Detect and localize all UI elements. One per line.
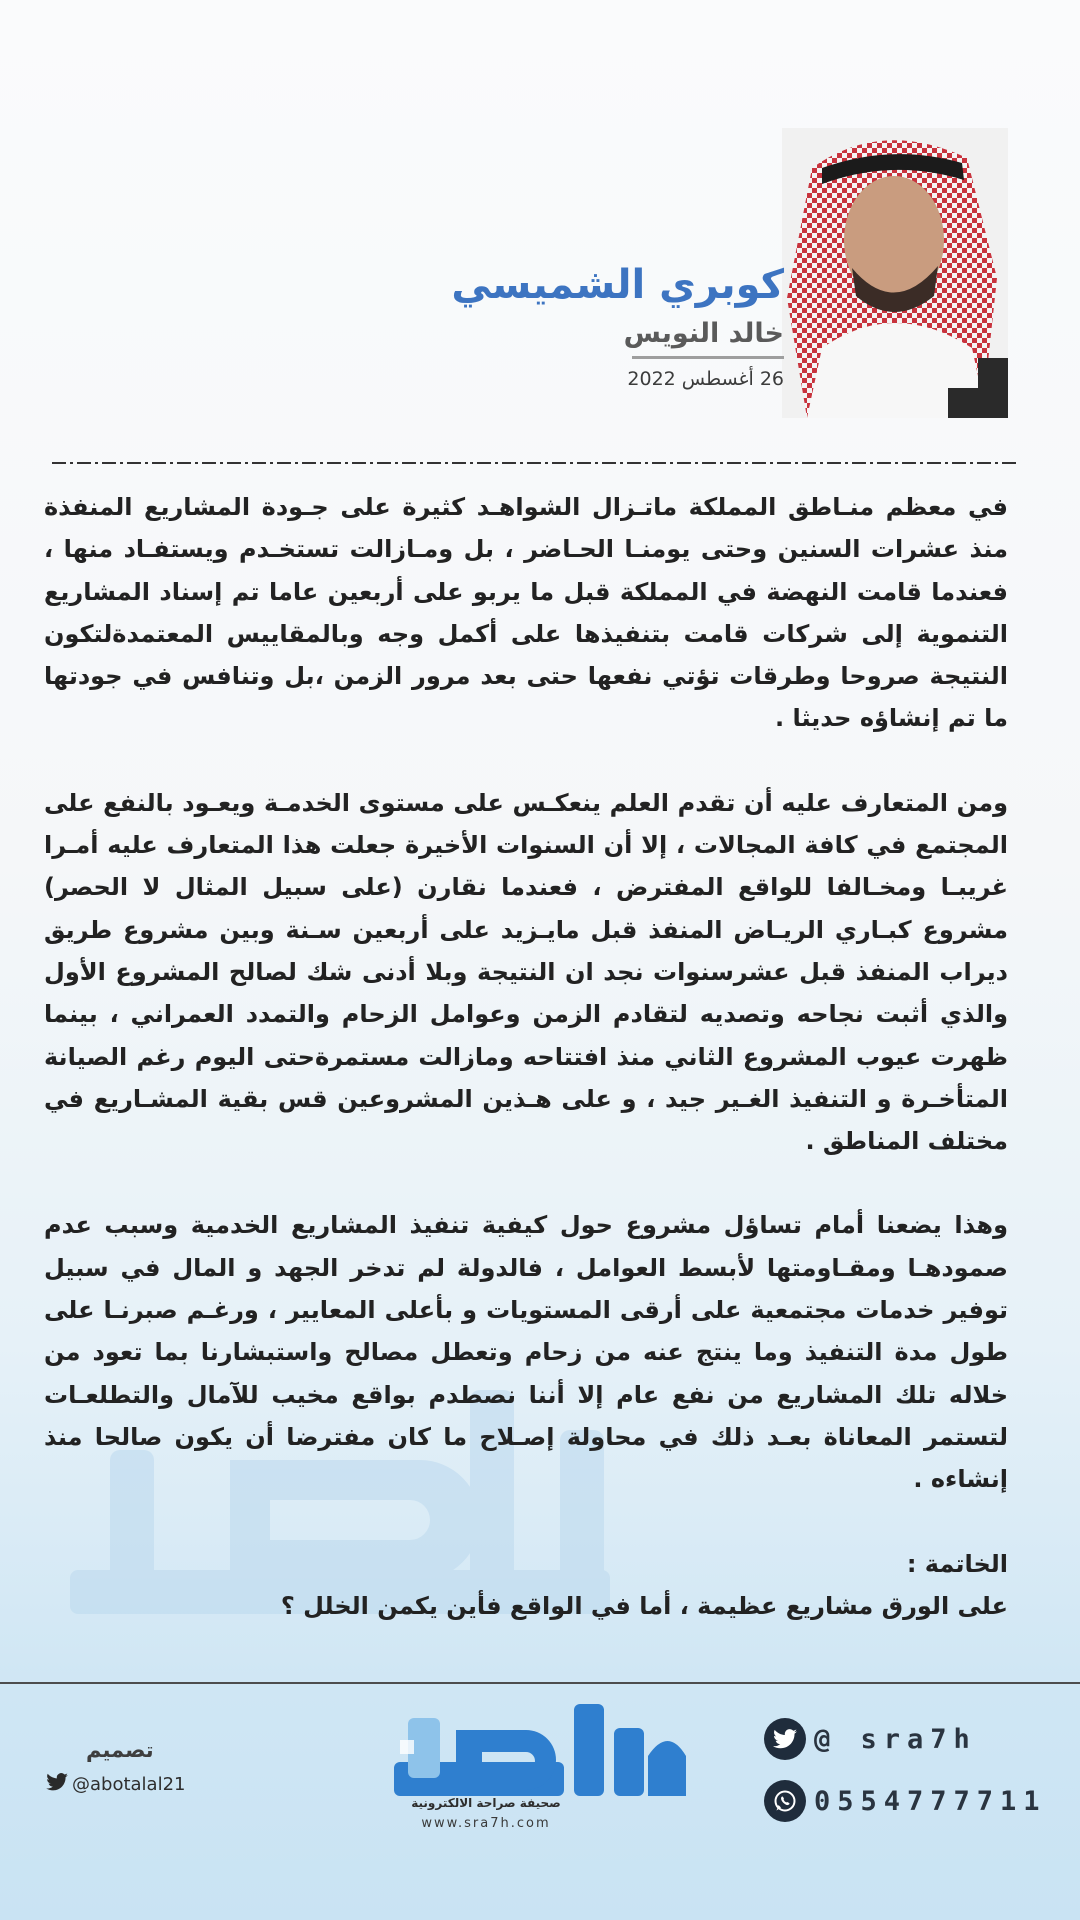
header-divider [52, 461, 1016, 465]
brand-tagline: صحيفة صراحة الالكترونية [411, 1796, 561, 1810]
conclusion-text: على الورق مشاريع عظيمة ، أما في الواقع فأين يكمن الخلل ؟ [280, 1591, 1008, 1620]
twitter-icon [764, 1718, 806, 1760]
article-paragraph: ومن المتعارف عليه أن تقدم العلم ينعكـس على مستوى الخدمـة ويعـود بالنفع على المجتمع في كافة المجالات ، إلا أن السنوات الأخيرة جعلت هذا المتعارف عليه أمـرا غريبـا ومخـالفا للواقع المفترض ، فعندما نقارن (على سبيل المثال لا الحصر) مشروع كبـاري الريـاض المنفذ قبل مايـزيد على أربعين سـنة وبين مشروع طريق ديراب المنفذ قبل عشرسنوات نجد ان النتيجة وبلا أدنى شك لصالح المشروع الأول والذي أثبت نجاحه وتصديه لتقادم الزمن وعوامل الزحام والتمدد العمراني ، بينما ظهرت عيوب المشروع الثاني منذ افتتاحه ومازالت مستمرةحتى اليوم رغم الصيانة المتأخـرة و التنفيذ الغـير جيد ، و على هـذين المشروعين قس بقية المشـاريع في مختلف المناطق . [44, 788, 1008, 1156]
twitter-icon [46, 1773, 68, 1796]
designer-handle-text: @abotalal21 [72, 1774, 186, 1795]
article-title: كوبري الشميسي [451, 262, 784, 308]
footer-divider [0, 1682, 1080, 1684]
article-body [44, 486, 1008, 1627]
brand-logo [386, 1700, 696, 1834]
whatsapp-icon [764, 1780, 806, 1822]
designer-twitter-link[interactable] [46, 1773, 186, 1796]
brand-url[interactable]: www.sra7h.com [421, 1816, 551, 1831]
design-credit-label: تصميم [86, 1738, 154, 1762]
twitter-contact[interactable] [764, 1718, 977, 1760]
author-portrait [782, 128, 1008, 418]
twitter-handle: @ sra7h [814, 1723, 977, 1755]
article-paragraph: في معظم منـاطق المملكة ماتـزال الشواهـد كثيرة على جـودة المشاريع المنفذة منذ عشرات السنين وحتى يومنـا الحـاضر ، بل ومـازالت تستخـدم ويستفـاد منها ، فعندما قامت النهضة في المملكة قبل ما يربو على أربعين عاما تم إسناد المشاريع التنموية إلى شركات قامت بتنفيذها على أكمل وجه وبالمقاييس المعتمدةلتكون النتيجة صروحا وطرقات تؤتي نفعها حتى بعد مرور الزمن ،بل وتنافس في جودتها ما تم إنشاؤه حديثا . [44, 493, 1008, 733]
corner-mark-icon [948, 358, 1008, 418]
conclusion-heading: الخاتمة : [906, 1549, 1008, 1578]
phone-number: 0554777711 [814, 1785, 1047, 1817]
author-underline [632, 356, 784, 359]
article-paragraph: وهذا يضعنا أمام تساؤل مشروع حول كيفية تنفيذ المشاريع الخدمية وسبب عدم صمودهـا ومقـاومتها لأبسط العوامل ، فالدولة لم تدخر الجهد و المال في سبيل توفير خدمات مجتمعية على أرقى المستويات و بأعلى المعايير ، ورغـم صبرنـا على طول مدة التنفيذ وما ينتج عنه من زحام وتعطل مصالح واستبشارنا بما تعود من خلاله تلك المشاريع من نفع عام إلا أننا نصطدم بواقع مخيب للآمال والتطلعـات لتستمر المعاناة بعـد ذلك في محاولة إصـلاح ما كان مفترضا أن يكون صالحا منذ إنشاءه . [44, 1211, 1008, 1494]
publish-date: 26 أغسطس 2022 [627, 368, 784, 390]
author-name: خالد النويس [623, 318, 784, 349]
whatsapp-contact[interactable] [764, 1780, 1047, 1822]
